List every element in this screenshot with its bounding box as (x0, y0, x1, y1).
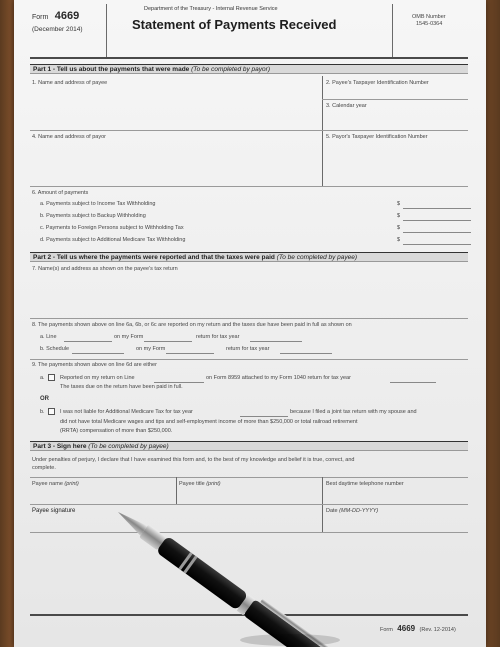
field-9a-text3: The taxes due on the return have been paid in full. (60, 384, 183, 390)
payment-item-c: c. Payments to Foreign Persons subject to Withholding Tax (40, 225, 184, 231)
payment-item-b: b. Payments subject to Backup Withholding (40, 213, 146, 219)
field-9b-text3: (RRTA) compensation of more than $250,000. (60, 428, 173, 434)
payment-item-a: a. Payments subject to Income Tax Withholding (40, 201, 156, 207)
field-8a-line-label: a. Line (40, 334, 57, 340)
perjury-statement-2: complete. (32, 465, 56, 471)
form-date: (December 2014) (32, 26, 83, 33)
dollar-sign-b: $ (397, 213, 401, 219)
field-9b-prefix: b. (40, 409, 45, 415)
field-9a-text2: on Form 8959 attached to my Form 1040 return for tax year (206, 375, 351, 381)
part1-header: Part 1 - Tell us about the payments that were made (To be completed by payor) (30, 64, 468, 74)
dollar-sign-d: $ (397, 237, 401, 243)
field-4-label: 4. Name and address of payor (32, 134, 106, 140)
field-7-label: 7. Name(s) and address as shown on the payee's tax return (32, 266, 178, 272)
omb-label: OMB Number (412, 14, 446, 20)
field-9b-text1b: because I filed a joint tax return with my spouse and (290, 409, 417, 415)
field-8b-form-label: on my Form (136, 346, 166, 352)
field-9b-text2: did not have total Medicare wages and tips and self-employment income of more than $250,000 or total railroad retirement (60, 419, 358, 425)
or-label: OR (40, 396, 49, 402)
part3-header: Part 3 - Sign here (To be completed by payee) (30, 441, 468, 451)
form-footer: Form 4669 (Rev. 12-2014) (380, 624, 456, 633)
field-5-label: 5. Payor's Taxpayer Identification Number (326, 134, 428, 140)
payment-item-d: d. Payments subject to Additional Medicare Tax Withholding (40, 237, 186, 243)
payee-signature-label: Payee signature (32, 508, 76, 514)
dollar-sign-c: $ (397, 225, 401, 231)
field-8a-year-label: return for tax year (196, 334, 240, 340)
field-1-label: 1. Name and address of payee (32, 80, 108, 86)
field-8b-year-label: return for tax year (226, 346, 270, 352)
department-line: Department of the Treasury - Internal Revenue Service (144, 6, 278, 12)
perjury-statement-1: Under penalties of perjury, I declare that I have examined this form and, to the best of my knowledge and belief it is true, correct, and (32, 457, 355, 463)
phone-label: Best daytime telephone number (326, 481, 404, 487)
field-9a-prefix: a. (40, 375, 45, 381)
form-number: 4669 (54, 10, 80, 22)
form-title: Statement of Payments Received (132, 17, 337, 32)
field-3-label: 3. Calendar year (326, 103, 367, 109)
field-8b-sched-label: b. Schedule (40, 346, 70, 352)
date-label: Date (MM-DD-YYYY) (326, 508, 379, 514)
field-8a-form-label: on my Form (114, 334, 144, 340)
part2-header: Part 2 - Tell us where the payments were reported and that the taxes were paid (To be completed by payee) (30, 252, 468, 262)
payee-title-label: Payee title (print) (179, 481, 221, 487)
field-9a-text: Reported on my return on Line (60, 375, 135, 381)
omb-number: 1545-0364 (416, 21, 443, 27)
field-9b-text1: I was not liable for Additional Medicare Tax for tax year (60, 409, 193, 415)
payee-name-label: Payee name (print) (32, 481, 79, 487)
form-label: Form (32, 14, 49, 21)
field-9-label: 9. The payments shown above on line 6d are either (32, 362, 157, 368)
field-6-label: 6. Amount of payments (32, 190, 89, 196)
field-2-label: 2. Payee's Taxpayer Identification Number (326, 80, 429, 86)
field-8-label: 8. The payments shown above on line 6a, 6b, or 6c are reported on my return and the taxes due have been paid in full as shown on (32, 322, 352, 328)
dollar-sign-a: $ (397, 201, 401, 207)
